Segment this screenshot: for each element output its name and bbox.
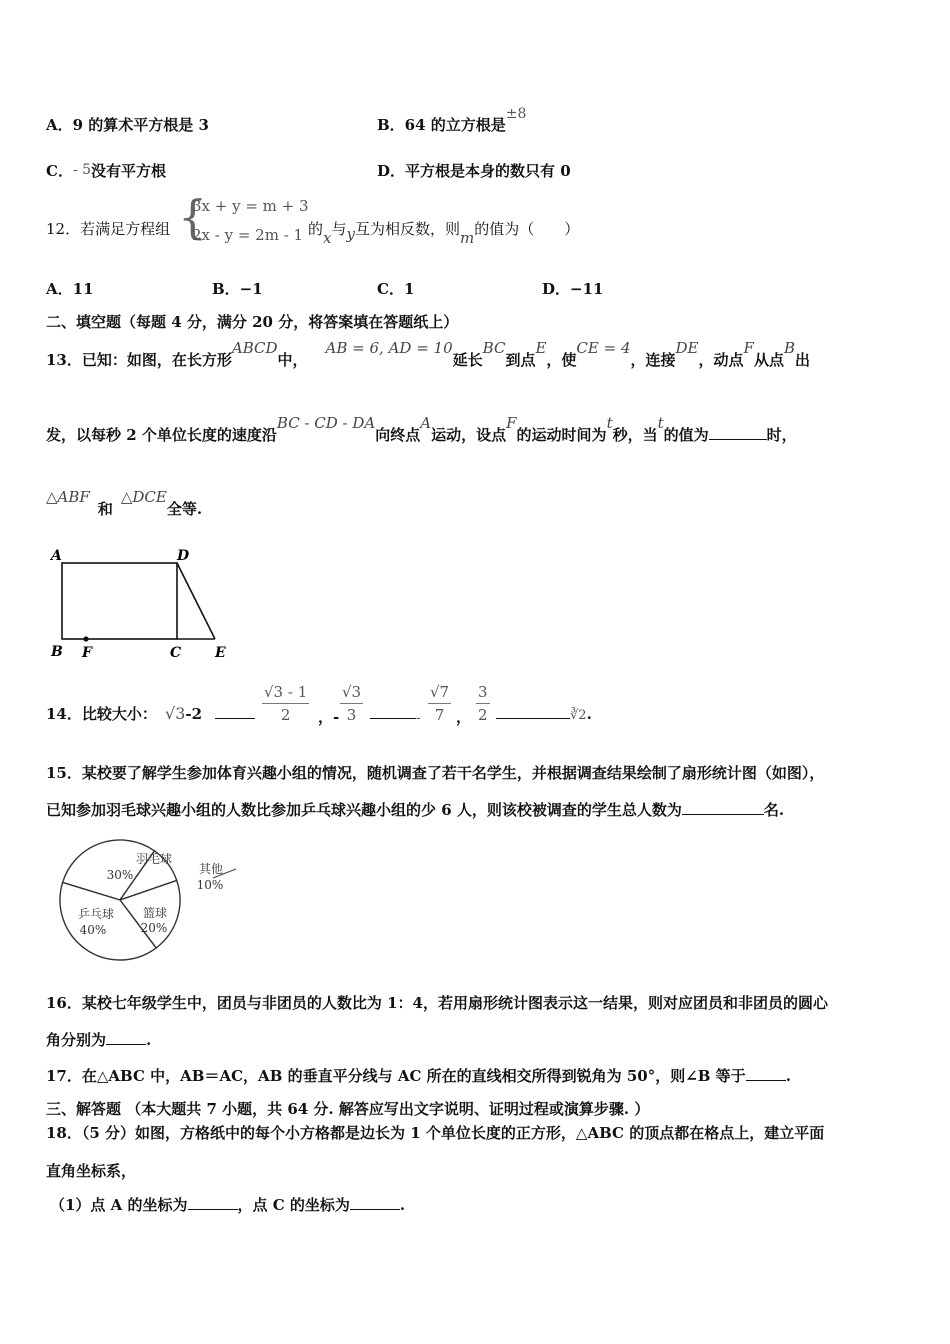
q14-neg: - [333, 708, 340, 726]
q14-blank-2[interactable] [370, 704, 416, 719]
q15-l2a: 已知参加羽毛球兴趣小组的人数比参加乒乓球兴趣小组的少 6 人，则该校被调查的学生总人数为 [46, 801, 682, 819]
q15-line-2 [46, 799, 784, 821]
q11-option-b-math: ±8 [505, 106, 527, 122]
q11-option-b [377, 106, 527, 135]
q13-l2-p4: 的运动时间为 [516, 426, 607, 444]
q12-option-d: D．−11 [542, 280, 604, 298]
label-pingpong-pct: 40% [79, 923, 107, 937]
q13-triangle-dce: △DCE [120, 488, 167, 506]
q14-fraction-4 [476, 683, 490, 724]
q13-abcd: ABCD [231, 339, 278, 357]
q18-blank-c[interactable] [350, 1195, 400, 1210]
q11-option-c-text: 没有平方根 [91, 162, 167, 180]
segment-de [177, 563, 215, 639]
q15-pie-chart [50, 836, 250, 966]
q14-f2-den: 3 [346, 706, 357, 724]
q18-l3c: . [399, 1196, 406, 1214]
section-2-heading: 二、填空题（每题 4 分，满分 20 分，将答案填在答题纸上） [46, 313, 459, 331]
q14-comma-2: ， [456, 708, 472, 726]
q13-l2-p1: 发，以每秒 2 个单位长度的速度沿 [46, 426, 277, 444]
q13-l1-p7: ，动点 [698, 351, 744, 369]
q16-answer-blank[interactable] [106, 1030, 146, 1045]
q11-option-a: A．9 的算术平方根是 3 [46, 116, 209, 134]
label-b: B [51, 644, 63, 660]
q16-line-2 [46, 1029, 151, 1051]
q13-f-2: F [506, 414, 517, 432]
q17-answer-blank[interactable] [746, 1066, 786, 1081]
label-basketball: 篮球 [142, 906, 168, 920]
q11-option-d: D．平方根是本身的数只有 0 [377, 162, 571, 180]
q12-t4: 的值为（ ） [474, 220, 580, 238]
label-a: A [51, 548, 62, 564]
q13-line-3 [46, 488, 203, 520]
q17-end: . [785, 1067, 791, 1085]
q13-e: E [535, 339, 547, 357]
label-f: F [82, 645, 92, 661]
q14-f1-num: √3 - 1 [262, 683, 309, 704]
q13-line-1 [46, 339, 810, 371]
q15-line-1: 15．某校要了解学生参加体育兴趣小组的情况，随机调查了若干名学生，并根据调查结果绘制了扇形统计图（如图）， [46, 764, 825, 782]
q14-fraction-1 [262, 683, 309, 724]
q12-option-c: C．1 [377, 280, 415, 298]
q14-fraction-3 [428, 683, 451, 724]
q16-l2a: 角分别为 [46, 1031, 107, 1049]
q13-path: BC - CD - DA [276, 414, 376, 432]
q13-l1-p5: ，使 [546, 351, 577, 369]
q16-line-1: 16．某校七年级学生中，团员与非团员的人数比为 1：4，若用扇形统计图表示这一结果，则对应团员和非团员的圆心 [46, 994, 828, 1012]
q14-tail [496, 704, 592, 723]
q12-equation-1: 3x + y = m + 3 [192, 197, 309, 215]
q14-end: . [586, 705, 592, 723]
q13-l2-p7: 时， [766, 426, 797, 444]
q12-t3: 互为相反数，则 [354, 220, 460, 238]
q18-line-3 [50, 1194, 405, 1216]
rect-abcd [62, 563, 177, 639]
q12-stem-start: 12．若满足方程组 [46, 220, 171, 238]
q15-l2b: 名. [763, 801, 785, 819]
q14-fraction-2 [340, 683, 363, 724]
q13-a: A [420, 414, 432, 432]
q13-l1-p1: 13．已知：如图，在长方形 [46, 351, 232, 369]
label-badminton: 羽毛球 [135, 852, 173, 866]
label-badminton-pct: 30% [106, 868, 134, 882]
q11-option-c-math: - 5 [72, 162, 92, 178]
q14-cbrt2: ∛2 [570, 708, 587, 723]
label-basketball-pct: 20% [140, 921, 168, 935]
label-e: E [215, 645, 226, 661]
q14-dash: - [416, 710, 421, 726]
q13-bc: BC [482, 339, 506, 357]
q13-l3-p1: 和 [97, 500, 113, 518]
q12-brace: { [178, 190, 208, 244]
q14-label: 14．比较大小： [46, 705, 157, 723]
q11-option-b-text: B．64 的立方根是 [377, 116, 506, 134]
q17-text: 17．在△ABC 中，AB＝AC，AB 的垂直平分线与 AC 所在的直线相交所得到锐角为 50°，则∠B 等于 [46, 1067, 746, 1085]
q12-t1: 的 [308, 220, 324, 238]
q13-ce: CE = 4 [576, 339, 631, 357]
q12-option-b: B．−1 [212, 280, 263, 298]
q14-comma-1 [318, 706, 339, 727]
q18-l3a: （1）点 A 的坐标为 [50, 1196, 188, 1214]
q12-equation-2: 2x - y = 2m - 1 [192, 226, 304, 244]
q13-triangle-abf: △ABF [46, 488, 90, 506]
q12-t2: 与 [331, 220, 347, 238]
q15-answer-blank[interactable] [682, 800, 764, 815]
q13-l1-p9: 出 [794, 351, 810, 369]
q14-blank-3[interactable] [496, 704, 570, 719]
q13-f: F [743, 339, 754, 357]
q13-l1-p8: 从点 [753, 351, 784, 369]
q12-var-x: x [323, 229, 332, 247]
q18-blank-a[interactable] [188, 1195, 238, 1210]
q13-l1-p4: 到点 [505, 351, 536, 369]
q13-t-2: t [657, 414, 664, 432]
q18-l3b: ，点 C 的坐标为 [237, 1196, 350, 1214]
q12-option-a: A．11 [46, 280, 94, 298]
q11-option-c-label: C． [46, 162, 73, 180]
q14-blank-1[interactable] [215, 704, 255, 719]
q14-f4-num: 3 [476, 683, 490, 704]
q13-de: DE [675, 339, 699, 357]
q14-minus2: -2 [185, 705, 203, 723]
q13-line-2 [46, 414, 797, 446]
label-d: D [177, 548, 190, 564]
q13-l2-p2: 向终点 [375, 426, 421, 444]
q13-b: B [783, 339, 795, 357]
q14-comma-1-text: ， [318, 708, 334, 726]
q13-l1-p3: 延长 [452, 351, 483, 369]
section-3-heading: 三、解答题 （本大题共 7 小题，共 64 分. 解答应写出文字说明、证明过程或演算步骤. ） [46, 1100, 650, 1118]
q13-answer-blank[interactable] [709, 425, 767, 440]
q14-f2-num: √3 [340, 683, 363, 704]
q13-ab-ad: AB = 6, AD = 10 [325, 339, 453, 357]
q13-rectangle-figure [40, 540, 240, 665]
q14-sqrt3: √3 [165, 704, 186, 723]
q12-var-y: y [346, 225, 355, 243]
label-c: C [170, 645, 182, 661]
q14-f4-den: 2 [478, 706, 488, 724]
label-other-pct: 10% [196, 878, 224, 892]
q14-f3-num: √7 [428, 683, 451, 704]
q13-l2-p5: 秒，当 [612, 426, 658, 444]
label-pingpong: 乒乓球 [77, 907, 115, 921]
q16-l2b: . [146, 1031, 152, 1049]
q13-l1-p2: 中， [277, 351, 308, 369]
q11-option-c [46, 160, 166, 183]
q13-l3-p2: 全等. [166, 500, 203, 518]
q14-blank-2-wrap [370, 704, 421, 726]
q13-l2-p3: 运动，设点 [431, 426, 507, 444]
q14-f1-den: 2 [280, 706, 291, 724]
point-f [83, 636, 88, 641]
q12-var-m: m [460, 229, 475, 247]
q14-expression-1 [165, 704, 255, 723]
q17 [46, 1065, 791, 1087]
q13-l2-p6: 的值为 [663, 426, 709, 444]
q12-stem-rest [308, 218, 580, 247]
q14-f3-den: 7 [434, 706, 445, 724]
q13-l1-p6: ，连接 [630, 351, 676, 369]
label-other: 其他 [198, 862, 224, 876]
q18-line-1: 18．（5 分）如图，方格纸中的每个小方格都是边长为 1 个单位长度的正方形，△ABC 的顶点都在格点上，建立平面 [46, 1124, 825, 1142]
q18-line-2: 直角坐标系， [46, 1162, 137, 1180]
q13-t: t [606, 414, 613, 432]
